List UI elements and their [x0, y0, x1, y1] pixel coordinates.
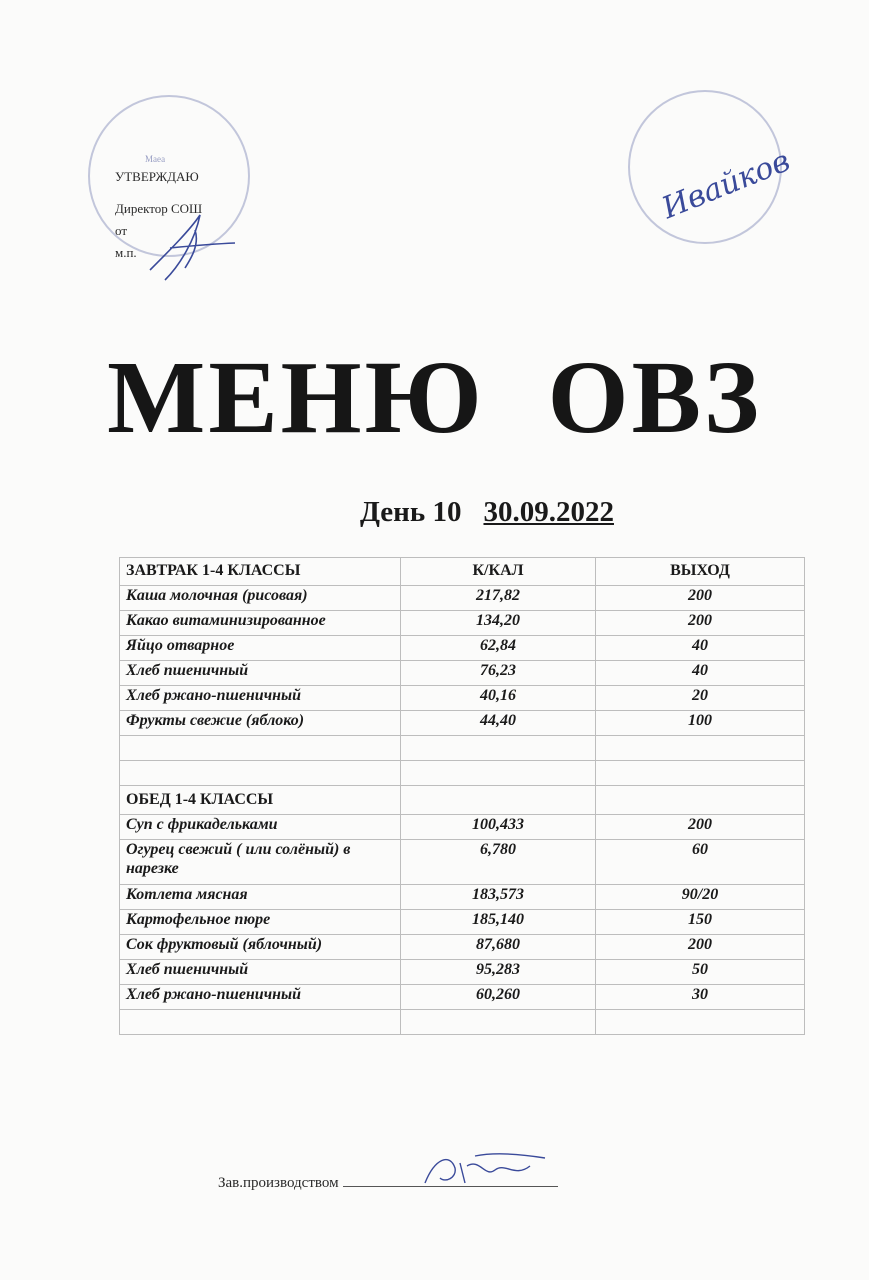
dish-kcal: 62,84 — [401, 636, 596, 661]
director-label: Директор СОШ — [115, 201, 203, 216]
breakfast-header: ЗАВТРАК 1-4 КЛАССЫ — [120, 558, 401, 586]
production-head-signature — [405, 1148, 555, 1193]
from-label: от — [115, 223, 128, 238]
dish-name: Огурец свежий ( или солёный) в нарезке — [120, 840, 401, 885]
empty-row — [120, 1010, 805, 1035]
director-signature — [140, 210, 240, 285]
dish-name: Хлеб ржано-пшеничный — [120, 686, 401, 711]
approve-label: УТВЕРЖДАЮ — [115, 169, 199, 184]
dish-kcal: 134,20 — [401, 611, 596, 636]
dish-name: Хлеб ржано-пшеничный — [120, 985, 401, 1010]
kcal-header: К/КАЛ — [401, 558, 596, 586]
table-row — [120, 661, 805, 686]
dish-output: 40 — [596, 661, 805, 686]
dish-output: 20 — [596, 686, 805, 711]
dish-kcal: 95,283 — [401, 960, 596, 985]
day-line — [360, 496, 614, 529]
dish-name: Хлеб пшеничный — [120, 661, 401, 686]
dish-kcal: 217,82 — [401, 586, 596, 611]
menu-table — [119, 557, 805, 1035]
dish-kcal: 60,260 — [401, 985, 596, 1010]
dish-name: Суп с фрикадельками — [120, 815, 401, 840]
table-row — [120, 885, 805, 910]
dish-output: 50 — [596, 960, 805, 985]
dish-kcal: 185,140 — [401, 910, 596, 935]
dish-output: 200 — [596, 935, 805, 960]
table-row — [120, 815, 805, 840]
dish-name: Котлета мясная — [120, 885, 401, 910]
table-row — [120, 711, 805, 736]
table-row — [120, 686, 805, 711]
dish-name: Картофельное пюре — [120, 910, 401, 935]
dish-output: 100 — [596, 711, 805, 736]
lunch-header: ОБЕД 1-4 КЛАССЫ — [120, 786, 401, 815]
dish-name: Каша молочная (рисовая) — [120, 586, 401, 611]
table-row — [120, 636, 805, 661]
breakfast-header-row — [120, 558, 805, 586]
dish-output: 200 — [596, 586, 805, 611]
table-row — [120, 586, 805, 611]
dish-kcal: 40,16 — [401, 686, 596, 711]
lunch-header-row — [120, 786, 805, 815]
dish-name: Хлеб пшеничный — [120, 960, 401, 985]
page-title: МЕНЮ ОВЗ — [107, 340, 762, 455]
dish-output: 90/20 — [596, 885, 805, 910]
empty-row — [120, 736, 805, 761]
output-header: ВЫХОД — [596, 558, 805, 586]
day-label: День 10 — [360, 496, 462, 528]
dish-kcal: 76,23 — [401, 661, 596, 686]
dish-output: 150 — [596, 910, 805, 935]
table-row — [120, 935, 805, 960]
dish-output: 200 — [596, 815, 805, 840]
table-row — [120, 910, 805, 935]
dish-output: 60 — [596, 840, 805, 885]
empty-row — [120, 761, 805, 786]
right-signature — [650, 120, 795, 227]
dish-kcal: 100,433 — [401, 815, 596, 840]
table-row — [120, 840, 805, 885]
dish-name: Яйцо отварное — [120, 636, 401, 661]
production-head-label: Зав.производством — [218, 1175, 339, 1191]
table-row — [120, 985, 805, 1010]
seal-text-left: Маеа — [145, 154, 166, 164]
day-date: 30.09.2022 — [483, 496, 614, 528]
dish-kcal: 87,680 — [401, 935, 596, 960]
dish-name: Фрукты свежие (яблоко) — [120, 711, 401, 736]
dish-name: Сок фруктовый (яблочный) — [120, 935, 401, 960]
dish-kcal: 6,780 — [401, 840, 596, 885]
table-row — [120, 611, 805, 636]
dish-output: 40 — [596, 636, 805, 661]
dish-output: 30 — [596, 985, 805, 1010]
dish-kcal: 183,573 — [401, 885, 596, 910]
stamp-place-label: м.п. — [115, 245, 137, 260]
dish-output: 200 — [596, 611, 805, 636]
table-row — [120, 960, 805, 985]
dish-name: Какао витаминизированное — [120, 611, 401, 636]
dish-kcal: 44,40 — [401, 711, 596, 736]
svg-text:Ивайков: Ивайков — [657, 143, 795, 227]
